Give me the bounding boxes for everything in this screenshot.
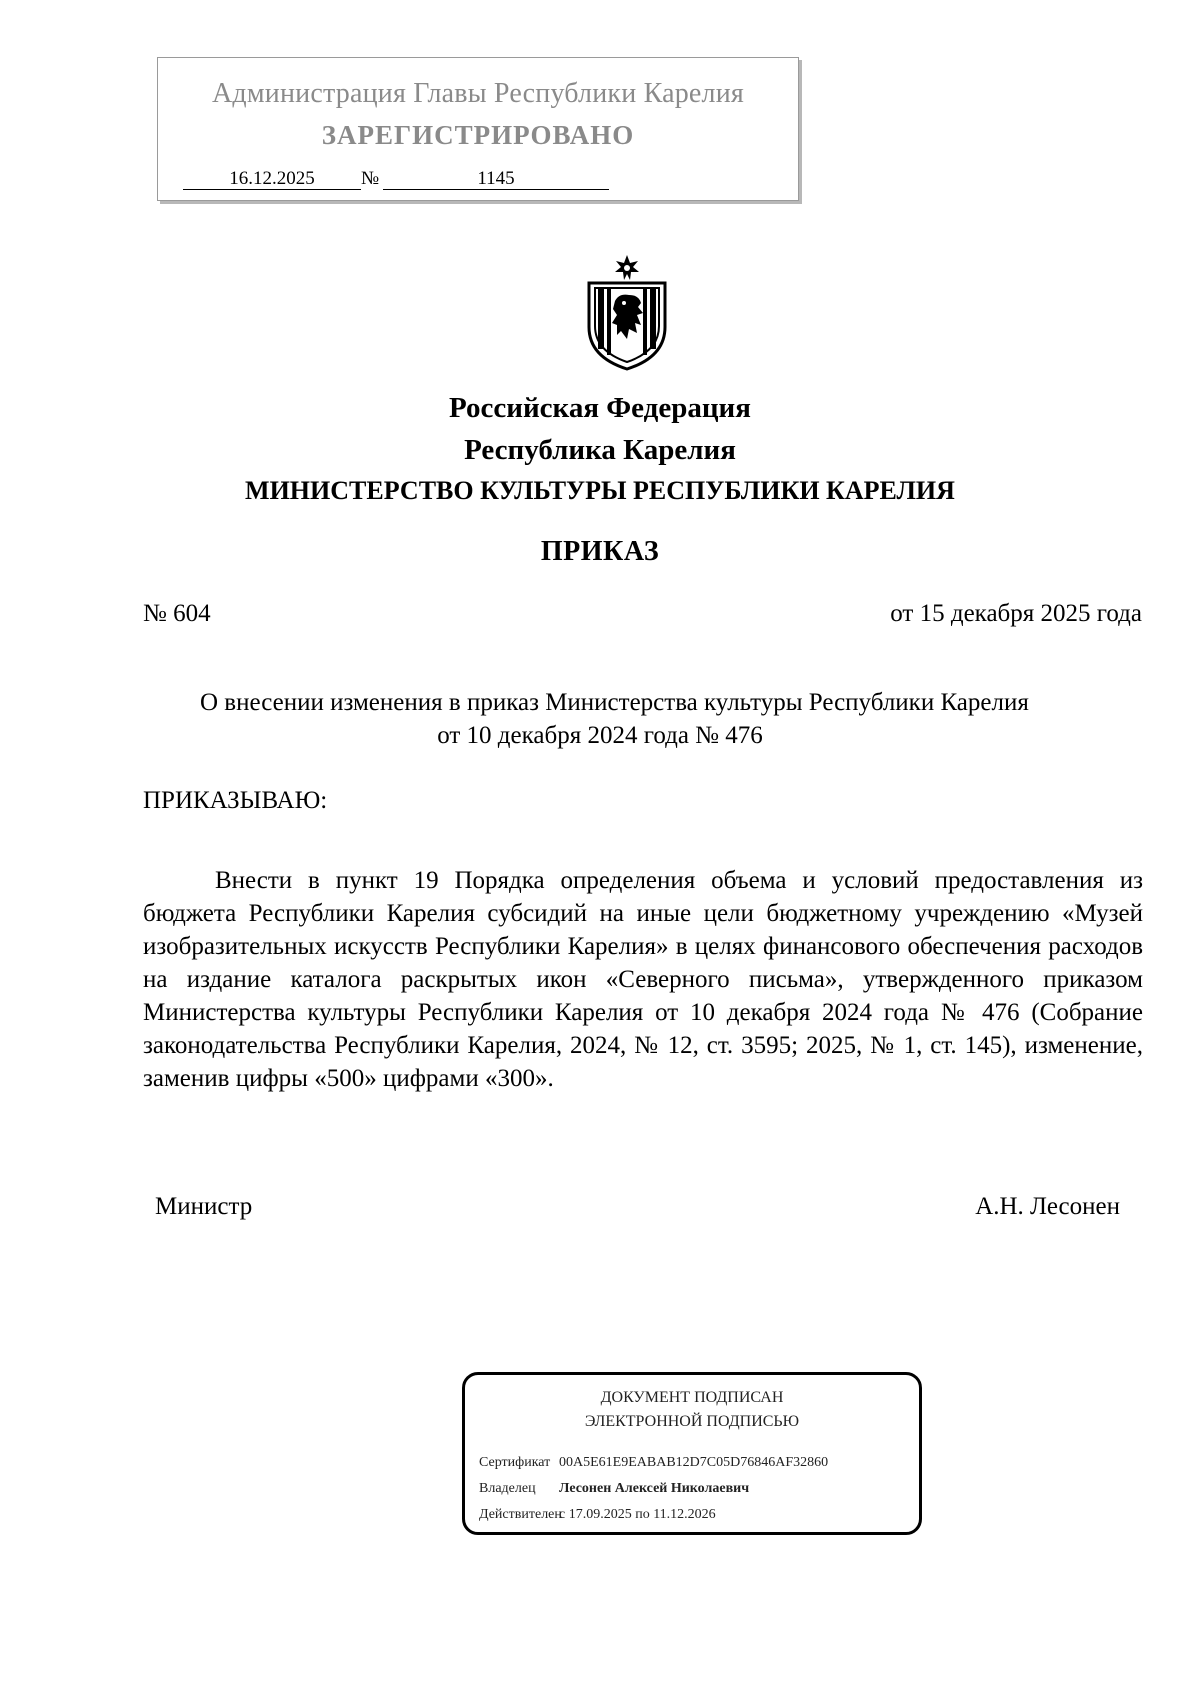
- registration-status: ЗАРЕГИСТРИРОВАНО: [321, 120, 635, 150]
- header-republic: Республика Карелия: [464, 434, 736, 466]
- document-type: ПРИКАЗ: [540, 536, 660, 567]
- esign-validity-value: с 17.09.2025 по 11.12.2026: [559, 1507, 716, 1522]
- esign-owner-value: Лесонен Алексей Николаевич: [559, 1481, 750, 1496]
- esign-certificate-label: Сертификат: [479, 1455, 551, 1470]
- header-ministry: МИНИСТЕРСТВО КУЛЬТУРЫ РЕСПУБЛИКИ КАРЕЛИЯ: [245, 476, 955, 505]
- order-subject-line-2: от 10 декабря 2024 года № 476: [437, 722, 763, 749]
- esign-certificate-row: [479, 1455, 828, 1471]
- coat-of-arms-icon: [583, 253, 671, 371]
- header-country: Российская Федерация: [449, 392, 751, 424]
- order-number: № 604: [143, 600, 211, 627]
- esign-validity-label: Действителен: [479, 1507, 562, 1522]
- signatory-title: Министр: [155, 1193, 253, 1220]
- electronic-signature-stamp: [462, 1372, 922, 1535]
- esign-heading-1: ДОКУМЕНТ ПОДПИСАН: [600, 1389, 784, 1406]
- order-subject-line-1: О внесении изменения в приказ Министерства культуры Республики Карелия: [200, 689, 1029, 716]
- registration-date: 16.12.2025: [183, 169, 361, 190]
- order-directive: ПРИКАЗЫВАЮ:: [143, 787, 328, 814]
- registration-organization: Администрация Главы Республики Карелия: [212, 78, 744, 109]
- registration-number: 1145: [383, 169, 609, 190]
- esign-heading-2: ЭЛЕКТРОННОЙ ПОДПИСЬЮ: [584, 1413, 800, 1430]
- esign-owner-row: [479, 1481, 749, 1497]
- registration-stamp: [157, 57, 799, 201]
- registration-number-sign: №: [361, 168, 380, 189]
- esign-owner-label: Владелец: [479, 1481, 536, 1496]
- order-date: от 15 декабря 2025 года: [890, 600, 1142, 627]
- esign-certificate-value: 00A5E61E9EABAB12D7C05D76846AF32860: [559, 1455, 829, 1470]
- signatory-name: А.Н. Лесонен: [975, 1193, 1120, 1220]
- order-paragraph: Внести в пункт 19 Порядка определения объема и условий предоставления из бюджета Республики Карелия субсидий на иные цели бюджетному учреждению «Музей изобразительных искусств Республики Карелия» в целях финансового обеспечения расходов на издание каталога раскрытых икон «Северного письма», утвержденного приказом Министерства культуры Республики Карелия от 10 декабря 2024 года № 476 (Собрание законодательства Республики Карелия, 2024, № 12, ст. 3595; 2025, № 1, ст. 145), изменение, заменив цифры «500» цифрами «300».: [143, 867, 1143, 1092]
- esign-validity-row: [479, 1507, 716, 1523]
